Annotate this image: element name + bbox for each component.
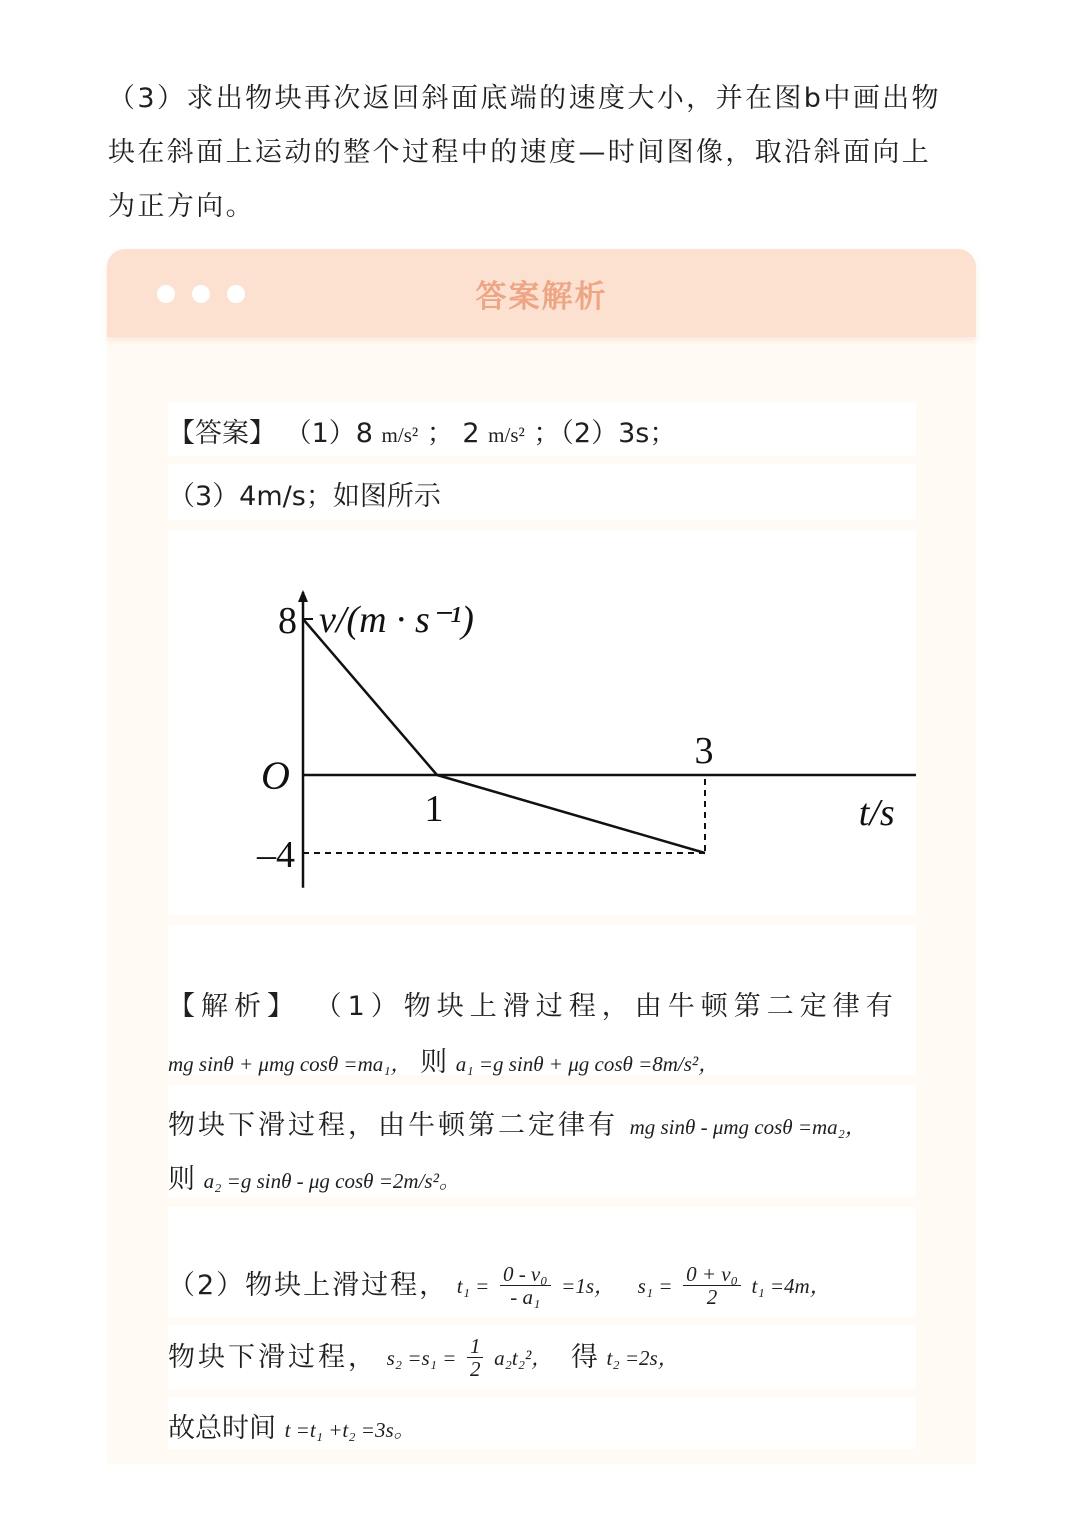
x-tick-label: 3	[694, 730, 714, 772]
analysis-down-text: 物块下滑过程，由牛顿第二定律有	[168, 1110, 618, 1141]
analysis-eq-line-1	[168, 1040, 719, 1079]
equation: t₂ =2s，	[606, 1345, 679, 1370]
fraction-denominator: - a₁	[510, 1285, 541, 1309]
analysis-intro	[168, 984, 899, 1023]
answer-label: 【答案】	[168, 418, 276, 449]
equation: a₂t₂²，	[494, 1345, 553, 1370]
equation: mg sinθ - μmg cosθ =ma₂，	[629, 1115, 866, 1139]
answer-part-1: （1）8	[284, 418, 373, 449]
x-tick-label: 1	[424, 788, 444, 830]
connector-text: 得	[570, 1341, 598, 1373]
answer-value: 2	[462, 418, 480, 449]
equation: s₁ =	[637, 1273, 673, 1298]
y-axis-label: v/(m · s⁻¹)	[319, 599, 474, 641]
card-title: 答案解析	[475, 279, 608, 315]
card-header	[107, 249, 976, 337]
question-line: 为正方向。	[108, 191, 255, 222]
unit-text: m/s²	[381, 423, 419, 447]
answer-part-2: ；（2）3s；	[533, 418, 677, 449]
analysis-label: 【解析】	[168, 991, 300, 1022]
origin-label: O	[261, 753, 290, 798]
analysis-intro-text: （1）物块上滑过程，由牛顿第二定律有	[314, 991, 899, 1022]
equation: a₁ =g sinθ + μg cosθ =8m/s²，	[455, 1052, 720, 1076]
equation: t₁ =	[456, 1273, 490, 1298]
question-text	[108, 72, 978, 234]
separator-text: ；	[426, 418, 454, 449]
y-tick-label: 8	[278, 600, 297, 642]
analysis-eq-line-2	[168, 1157, 460, 1196]
analysis-total-text: 故总时间	[168, 1413, 276, 1444]
velocity-time-chart	[168, 530, 916, 915]
analysis-down-2-text: 物块下滑过程，	[168, 1341, 378, 1373]
velocity-line-segment	[437, 775, 705, 853]
equation: =1s，	[561, 1273, 615, 1298]
analysis-part-2-text: （2）物块上滑过程，	[168, 1269, 449, 1301]
fraction	[500, 1263, 551, 1308]
fraction-numerator: 1	[467, 1335, 484, 1358]
connector-text: 则	[168, 1164, 195, 1195]
fraction-denominator: 2	[469, 1357, 481, 1381]
answer-line-2: （3）4m/s；如图所示	[168, 481, 441, 512]
analysis-down-line	[168, 1103, 866, 1142]
equation: a₂ =g sinθ - μg cosθ =2m/s²。	[203, 1169, 460, 1193]
fraction	[683, 1263, 741, 1308]
equation: t =t₁ +t₂ =3s。	[284, 1418, 415, 1442]
analysis-part-2-line	[168, 1258, 831, 1313]
connector-text: 则	[420, 1047, 448, 1078]
y-tick-label: –4	[257, 834, 295, 876]
answer-line-1	[168, 411, 676, 450]
fraction-numerator: 0 - v₀	[500, 1263, 551, 1286]
equation: t₁ =4m，	[751, 1273, 831, 1298]
unit-text: m/s²	[488, 423, 525, 447]
fraction-numerator: 0 + v₀	[683, 1263, 741, 1286]
x-axis-label: t/s	[858, 792, 895, 834]
fraction-denominator: 2	[706, 1285, 718, 1309]
analysis-total-line	[168, 1406, 415, 1445]
question-line: （3）求出物块再次返回斜面底端的速度大小，并在图b中画出物	[108, 83, 941, 114]
velocity-line-segment	[303, 619, 437, 775]
equation: s₂ =s₁ =	[386, 1345, 457, 1370]
question-line: 块在斜面上运动的整个过程中的速度—时间图像，取沿斜面向上	[108, 137, 932, 168]
equation: mg sinθ + μmg cosθ =ma₁，	[168, 1052, 412, 1076]
fraction	[467, 1335, 484, 1380]
analysis-down-2-line	[168, 1330, 679, 1385]
